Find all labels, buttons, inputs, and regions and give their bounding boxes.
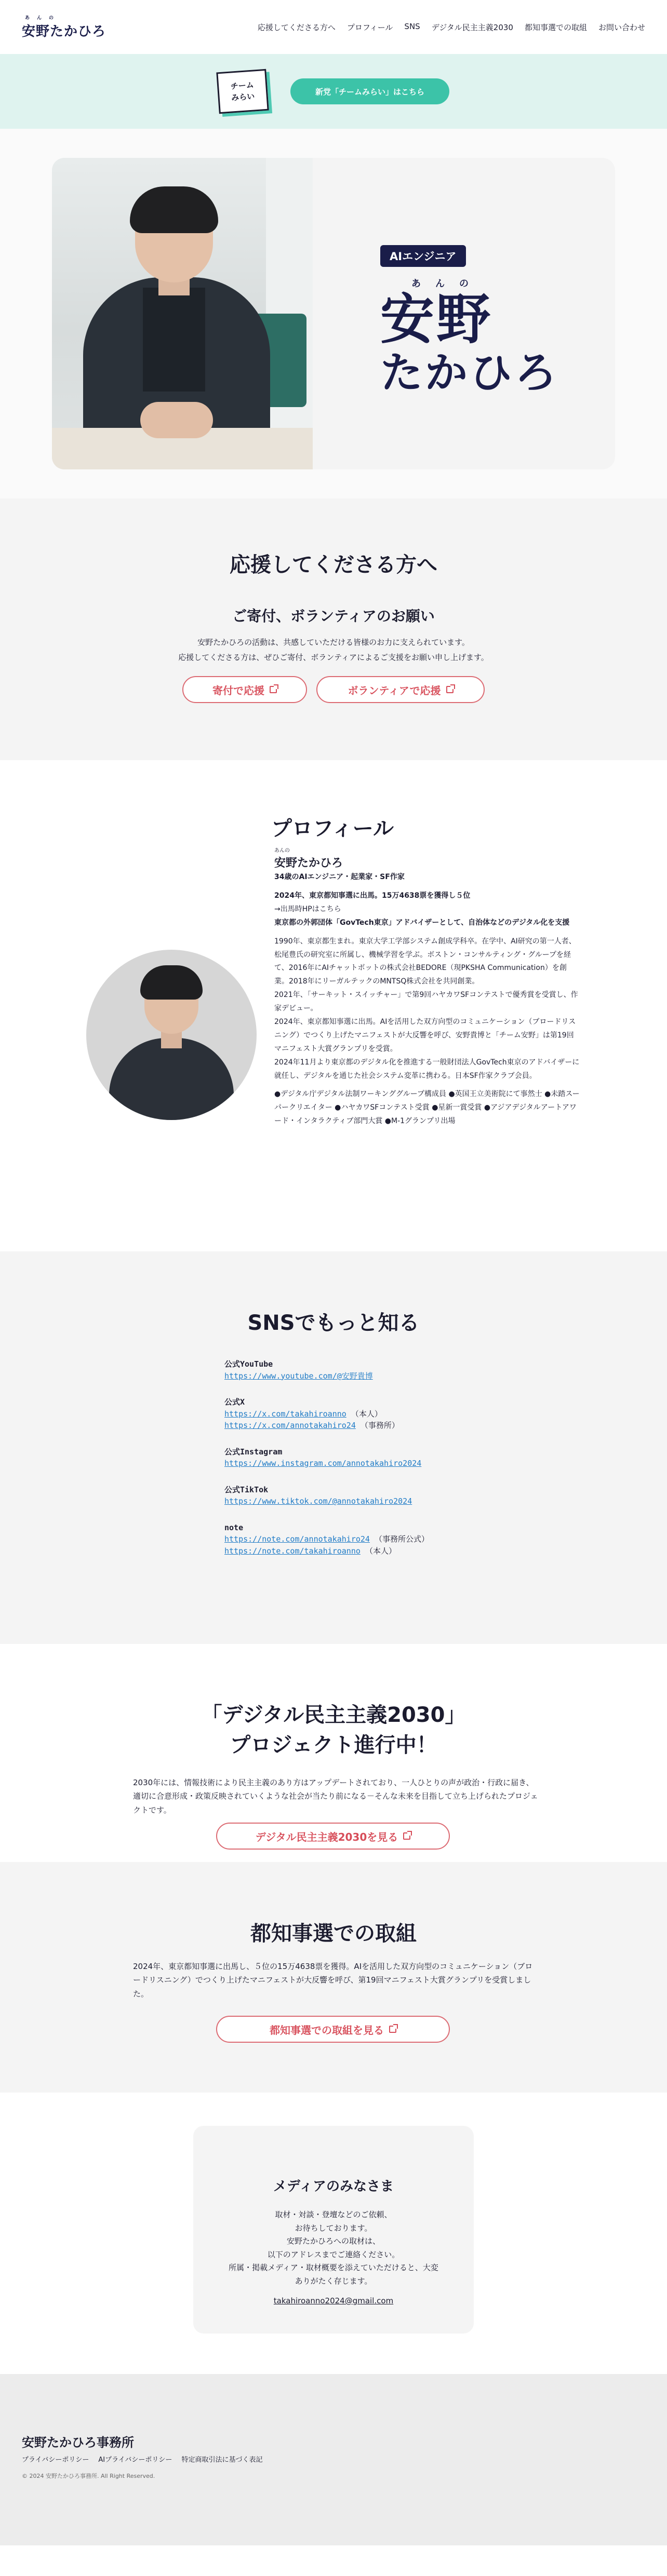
- hero-name-kana: たかひろ: [380, 348, 559, 398]
- sns-title: SNSでもっと知る: [247, 1311, 420, 1335]
- support-buttons: [0, 676, 667, 703]
- nav-contact[interactable]: お問い合わせ: [598, 22, 645, 32]
- donate-button[interactable]: [182, 676, 307, 703]
- hero-card: [52, 158, 615, 469]
- x-office-link[interactable]: https://x.com/annotakahiro24: [224, 1421, 356, 1430]
- external-link-icon: [270, 686, 277, 693]
- profile-ruby: あんの: [274, 848, 290, 854]
- sns-note: （事務所公式）: [375, 1534, 430, 1544]
- sns-x: [224, 1396, 429, 1432]
- support-subtitle: ご寄付、ボランティアのお願い: [232, 608, 435, 625]
- profile-awards: ●デジタル庁デジタル法制ワーキンググループ構成員 ●英国王立美術院にて事然士 ●未踏スーパークリエイター ●ハヤカワSFコンテスト受賞 ●星新一賞受賞 ●アジアデジタルアートアワード・インタラクティブ部門大賞 ●M-1グランプリ出場: [274, 1090, 580, 1126]
- logo-ruby: あんの: [25, 16, 61, 21]
- hero-name-kanji: 安野: [380, 288, 493, 351]
- media-line: お待ちしております。: [295, 2223, 372, 2233]
- nav-support[interactable]: 応援してくださる方へ: [257, 22, 336, 32]
- sns-note-platform: [224, 1522, 429, 1557]
- sns-tiktok: [224, 1484, 429, 1507]
- media-line: 安野たかひろへの取材は、: [286, 2236, 380, 2246]
- media-line: 取材・対談・登壇などのご依頼、: [275, 2210, 392, 2219]
- profile-line3: 東京都の外郭団体「GovTech東京」アドバイザーとして、自治体などのデジタル化を支援: [274, 918, 570, 927]
- profile-bio2: 2021年、「サーキット・スイッチャー」で第9回ハヤカワSFコンテストで優秀賞を受賞し、作家デビュー。: [274, 991, 578, 1013]
- team-mirai-button[interactable]: 新党「チームみらい」はこちら: [290, 78, 449, 104]
- tiktok-link[interactable]: https://www.tiktok.com/@annotakahiro2024: [224, 1496, 412, 1506]
- profile-text: [274, 846, 581, 1128]
- hero-portrait-photo: [52, 158, 313, 469]
- sns-label: 公式YouTube: [224, 1359, 273, 1369]
- youtube-link[interactable]: https://www.youtube.com/@安野貴博: [224, 1371, 373, 1381]
- support-title: 応援してくださる方へ: [230, 553, 437, 577]
- media-line: 以下のアドレスまでご連絡ください。: [267, 2249, 400, 2259]
- media-card: [193, 2126, 474, 2334]
- nav-sns[interactable]: SNS: [404, 21, 420, 31]
- hero-section: [0, 129, 667, 498]
- profile-line1: 34歳のAIエンジニア・起業家・SF作家: [274, 873, 405, 882]
- external-link-icon: [446, 686, 453, 693]
- hero-furigana: あんの: [411, 278, 483, 289]
- team-badge-line1: チーム: [230, 79, 255, 91]
- nav-profile[interactable]: プロフィール: [346, 22, 393, 32]
- external-link-icon: [403, 1832, 410, 1840]
- election-title: 都知事選での取組: [250, 1922, 417, 1946]
- election-button-label: 都知事選での取組を見る: [270, 2024, 384, 2036]
- donate-button-label: 寄付で応援: [212, 684, 264, 697]
- sns-label: 公式TikTok: [224, 1485, 269, 1494]
- media-section: [0, 2093, 667, 2374]
- logo-name: 安野たかひろ: [22, 24, 106, 39]
- sns-note: （事務所）: [360, 1421, 399, 1430]
- digital-title-2: プロジェクト進行中！: [230, 1733, 437, 1757]
- site-logo[interactable]: [22, 14, 106, 40]
- global-nav: [258, 22, 645, 33]
- team-mirai-banner: [0, 54, 667, 129]
- election-button[interactable]: [216, 2016, 450, 2043]
- ai-privacy-policy-link[interactable]: AIプライバシーポリシー: [98, 2456, 172, 2464]
- profile-bio1: 1990年、東京都生まれ。東京大学工学部システム創成学科卒。在学中、AI研究の第一人者、松尾豊氏の研究室に所属し、機械学習を学ぶ。ボストン・コンサルティング・グループを経て、2016年にAIチャットボットの株式会社BEDORE（現PKSHA Communication）を創業。2018年にリーガルテックのMNTSQ株式会社を共同創業。: [274, 937, 576, 986]
- hero-text: [380, 245, 559, 398]
- sns-instagram: [224, 1446, 429, 1469]
- volunteer-button[interactable]: [316, 676, 485, 703]
- media-line: ありがたく存じます。: [295, 2276, 372, 2286]
- profile-line2: 2024年、東京都知事選に出馬。15万4638票を獲得し５位: [274, 891, 471, 900]
- election-section: [0, 1862, 667, 2093]
- sns-label: 公式X: [224, 1397, 245, 1407]
- digital-title: [0, 1700, 667, 1760]
- privacy-policy-link[interactable]: プライバシーポリシー: [22, 2456, 89, 2464]
- campaign-site-link[interactable]: →出馬時HPはこちら: [274, 905, 341, 913]
- digital-desc: 2030年には、情報技術により民主主義のあり方はアップデートされており、一人ひとりの声が政治・行政に届き、適切に合意形成・政策反映されていくような社会が当たり前になる－そんな未来を目指して立ち上げられたプロジェクトです。: [133, 1778, 538, 1815]
- footer-links: [22, 2454, 262, 2464]
- external-link-icon: [389, 2026, 396, 2033]
- note-personal-link[interactable]: https://note.com/takahiroanno: [224, 1546, 361, 1556]
- footer-office-name: 安野たかひろ事務所: [22, 2435, 134, 2450]
- profile-avatar: [86, 950, 257, 1120]
- sns-label: note: [224, 1522, 244, 1532]
- sns-list: [224, 1358, 429, 1571]
- media-text: [193, 2208, 474, 2288]
- team-badge-line2: みらい: [231, 91, 255, 103]
- support-lead-1: 安野たかひろの活動は、共感していただける皆様のお力に支えられています。: [197, 638, 470, 647]
- digital-button-label: デジタル民主主義2030を見る: [255, 1830, 398, 1843]
- sns-section: [0, 1251, 667, 1644]
- sns-youtube: [224, 1358, 429, 1382]
- site-footer: [0, 2374, 667, 2545]
- sns-note: （本人）: [351, 1409, 382, 1419]
- media-email-link[interactable]: takahiroanno2024@gmail.com: [273, 2296, 394, 2305]
- site-header: [0, 0, 667, 54]
- hero-tag: AIエンジニア: [380, 245, 466, 267]
- volunteer-button-label: ボランティアで応援: [348, 684, 441, 697]
- profile-bio3: 2024年、東京都知事選に出馬。AIを活用した双方向型のコミュニケーション（ブロードリスニング）でつくり上げたマニフェストが大反響を呼び、安野貴博と「チーム安野」は第19回マニフェスト大賞グランプリを受賞。: [274, 1018, 576, 1053]
- instagram-link[interactable]: https://www.instagram.com/annotakahiro2024: [224, 1459, 422, 1468]
- digital-democracy-button[interactable]: [216, 1823, 450, 1850]
- team-mirai-badge: [216, 69, 269, 114]
- note-office-link[interactable]: https://note.com/annotakahiro24: [224, 1534, 370, 1544]
- digital-title-1: 「デジタル民主主義2030」: [201, 1703, 466, 1727]
- sns-note: （本人）: [365, 1546, 396, 1556]
- digital-democracy-section: [0, 1644, 667, 1862]
- profile-name: 安野たかひろ: [274, 856, 343, 870]
- nav-election[interactable]: 都知事選での取組: [524, 22, 587, 32]
- x-personal-link[interactable]: https://x.com/takahiroanno: [224, 1409, 346, 1419]
- media-line: 所属・掲載メディア・取材概要を添えていただけると、大変: [229, 2263, 438, 2272]
- commerce-law-link[interactable]: 特定商取引法に基づく表記: [181, 2456, 263, 2464]
- support-lead-2: 応援してくださる方は、ぜひご寄付、ボランティアによるご支援をお願い申し上げます。: [178, 652, 489, 662]
- profile-bio4: 2024年11月より東京都のデジタル化を推進する一般財団法人GovTech東京のアドバイザーに就任し、デジタルを通じた社会システム変革に携わる。日本SF作家クラブ会員。: [274, 1058, 580, 1080]
- media-title: メディアのみなさま: [273, 2179, 394, 2194]
- support-lead: [0, 635, 667, 665]
- support-section: [0, 498, 667, 760]
- nav-digital-democracy[interactable]: デジタル民主主義2030: [431, 22, 513, 32]
- copyright: © 2024 安野たかひろ事務所. All Right Reserved.: [22, 2473, 155, 2479]
- profile-title: プロフィール: [271, 817, 394, 841]
- election-desc: 2024年、東京都知事選に出馬し、５位の15万4638票を獲得。AIを活用した双方向型のコミュニケーション（ブロードリスニング）でつくり上げたマニフェストが大反響を呼び、第19回マニフェスト大賞グランプリを受賞しました。: [133, 1962, 533, 1999]
- sns-label: 公式Instagram: [224, 1447, 283, 1456]
